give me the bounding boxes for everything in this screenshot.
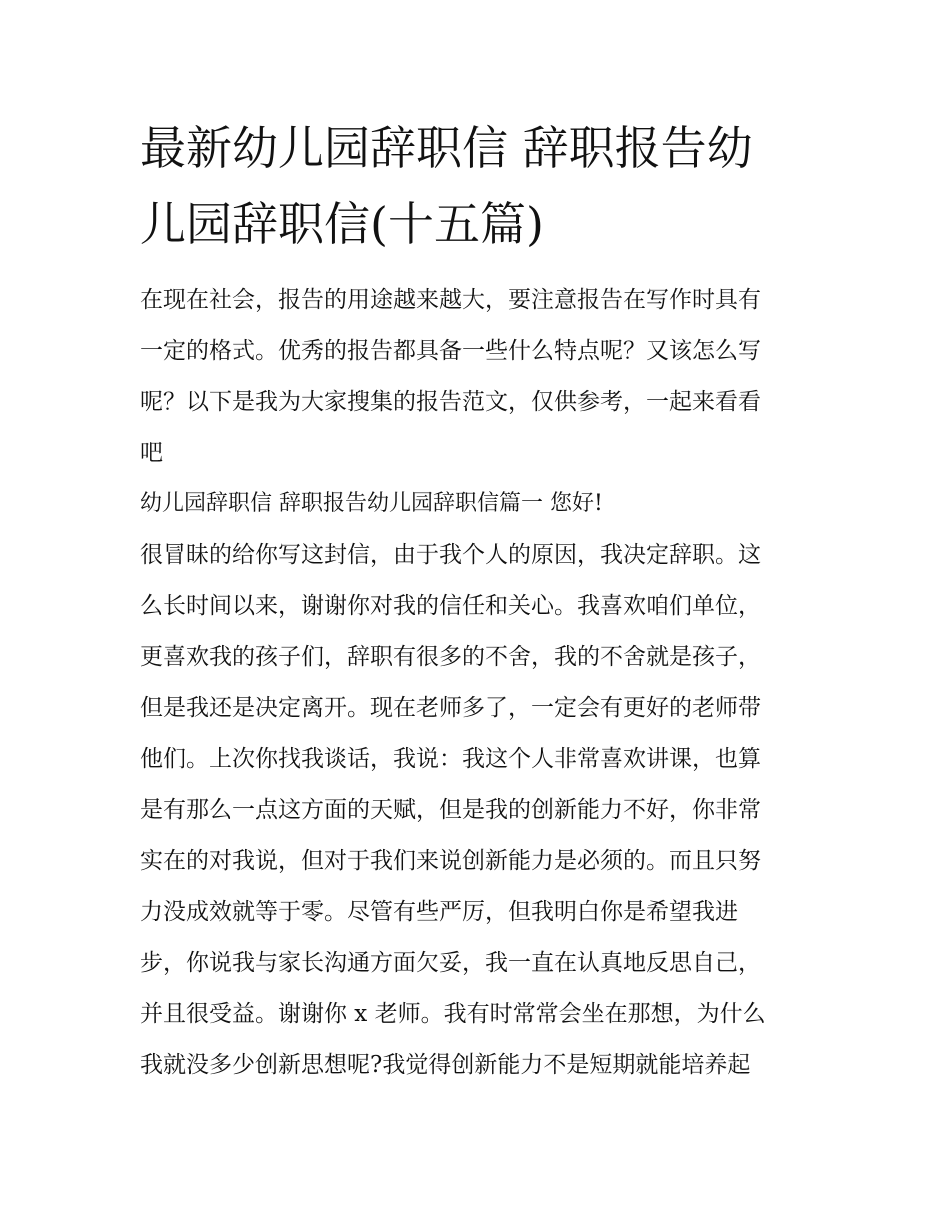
intro-line: 吧 xyxy=(140,440,163,466)
intro-line: 呢？以下是我为大家搜集的报告范文，仅供参考，一起来看看 xyxy=(140,389,761,415)
intro-line: 在现在社会，报告的用途越来越大，要注意报告在写作时具有 xyxy=(140,287,761,313)
title-line: 最新幼儿园辞职信 辞职报告幼 xyxy=(140,121,753,175)
document-body xyxy=(140,280,820,1096)
letter-line: 我就没多少创新思想呢?我觉得创新能力不是短期就能培养起 xyxy=(140,1052,751,1078)
title-line: 儿园辞职信(十五篇) xyxy=(140,197,544,251)
letter-line: 但是我还是决定离开。现在老师多了，一定会有更好的老师带 xyxy=(140,695,761,721)
intro-line: 一定的格式。优秀的报告都具备一些什么特点呢？又该怎么写 xyxy=(140,338,761,364)
letter-line: 他们。上次你找我谈话，我说：我这个人非常喜欢讲课，也算 xyxy=(140,746,761,772)
letter-line: 实在的对我说，但对于我们来说创新能力是必须的。而且只努 xyxy=(140,848,761,874)
document-title xyxy=(140,110,820,262)
section-heading: 幼儿园辞职信 辞职报告幼儿园辞职信篇一 您好! xyxy=(140,491,603,516)
letter-line: 并且很受益。谢谢你 x 老师。我有时常常会坐在那想，为什么 xyxy=(140,1001,766,1027)
letter-line: 更喜欢我的孩子们，辞职有很多的不舍，我的不舍就是孩子， xyxy=(140,644,761,670)
letter-line: 是有那么一点这方面的天赋，但是我的创新能力不好，你非常 xyxy=(140,797,761,823)
letter-line: 么长时间以来，谢谢你对我的信任和关心。我喜欢咱们单位， xyxy=(140,593,761,619)
letter-line: 力没成效就等于零。尽管有些严厉，但我明白你是希望我进 xyxy=(140,899,738,925)
letter-line: 步，你说我与家长沟通方面欠妥，我一直在认真地反思自己， xyxy=(140,950,761,976)
letter-line: 很冒昧的给你写这封信，由于我个人的原因，我决定辞职。这 xyxy=(140,542,761,568)
